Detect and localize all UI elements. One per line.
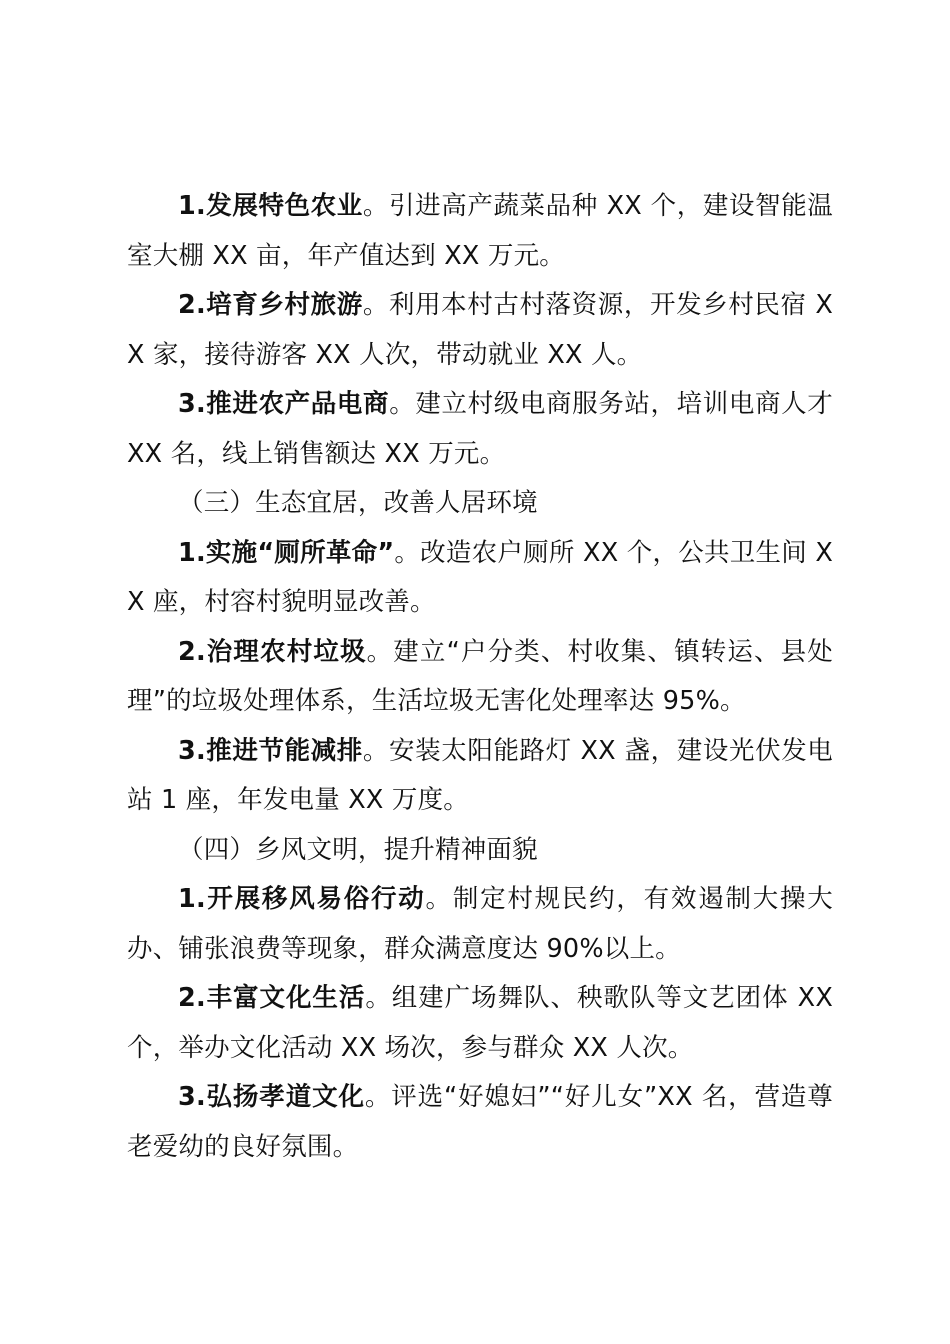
paragraph xyxy=(127,1073,833,1172)
paragraph xyxy=(127,281,833,380)
paragraph-lead: 3.推进农产品电商 xyxy=(178,389,390,419)
paragraph-text: 。安装太阳能路灯 XX 盏，建设光伏发电站 1 座，年发电量 XX 万度。 xyxy=(127,735,834,815)
paragraph-text: 。制定村规民约，有效遏制大操大办、铺张浪费等现象，群众满意度达 90%以上。 xyxy=(127,884,833,964)
paragraph xyxy=(127,628,833,727)
paragraph-lead: 2.治理农村垃圾 xyxy=(178,636,367,667)
paragraph-lead: 2.丰富文化生活 xyxy=(178,983,366,1013)
section-heading xyxy=(127,826,833,876)
paragraph xyxy=(127,182,833,281)
paragraph-lead: 1.开展移风易俗行动 xyxy=(178,884,426,914)
document-body xyxy=(127,182,833,1172)
paragraph-lead: 3.推进节能减排 xyxy=(178,735,363,766)
paragraph-lead: 1.实施“厕所革命” xyxy=(178,537,395,568)
paragraph xyxy=(127,974,833,1073)
paragraph-text: 。建立村级电商服务站，培训电商人才 XX 名，线上销售额达 XX 万元。 xyxy=(127,389,833,469)
paragraph-text: 。利用本村古村落资源，开发乡村民宿 XX 家，接待游客 XX 人次，带动就业 XX 人。 xyxy=(127,290,833,370)
paragraph-text: 。改造农户厕所 XX 个，公共卫生间 XX 座，村容村貌明显改善。 xyxy=(127,537,833,617)
paragraph-text: 。评选“好媳妇”“好儿女”XX 名，营造尊老爱幼的良好氛围。 xyxy=(127,1082,834,1162)
paragraph xyxy=(127,380,833,479)
section-heading-text: （三）生态宜居，改善人居环境 xyxy=(178,488,538,518)
section-heading xyxy=(127,479,833,529)
paragraph-lead: 2.培育乡村旅游 xyxy=(178,290,363,320)
paragraph-lead: 1.发展特色农业 xyxy=(178,191,363,221)
paragraph-lead: 3.弘扬孝道文化 xyxy=(178,1082,365,1112)
paragraph xyxy=(127,727,833,826)
section-heading-text: （四）乡风文明，提升精神面貌 xyxy=(178,834,538,865)
paragraph-text: 。引进高产蔬菜品种 XX 个，建设智能温室大棚 XX 亩，年产值达到 XX 万元。 xyxy=(127,191,834,271)
paragraph xyxy=(127,875,833,974)
paragraph-text: 。建立“户分类、村收集、镇转运、县处理”的垃圾处理体系，生活垃圾无害化处理率达 95%。 xyxy=(127,636,834,716)
paragraph-text: 。组建广场舞队、秧歌队等文艺团体 XX 个，举办文化活动 XX 场次，参与群众 XX 人次。 xyxy=(127,983,833,1063)
paragraph xyxy=(127,529,833,628)
